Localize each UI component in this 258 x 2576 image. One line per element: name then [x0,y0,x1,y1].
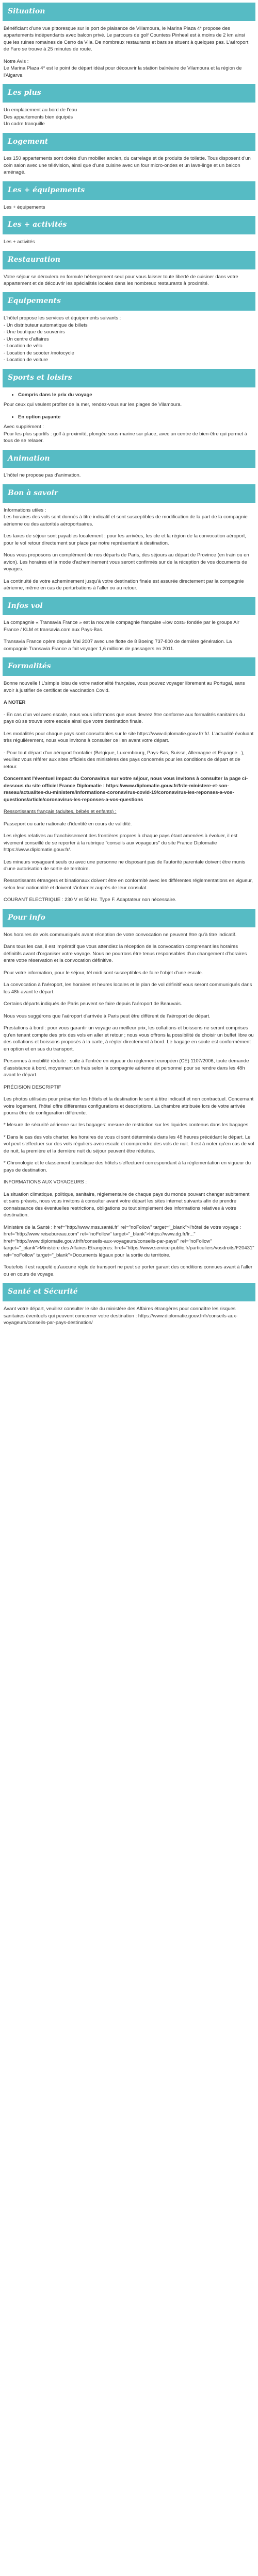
infos-vol-p2: Transavia France opère depuis Mai 2007 avec une flotte de 8 Boeing 737-800 de dernière génération. La compagnie Transavia France a fait voyager 1,6 millions de passagers en 2011. [4,639,232,652]
bon-savoir-p1: Les horaires des vols sont donnés à titre indicatif et sont susceptibles de modification de la part de la compagnie aérienne ou des autorités aéroportuaires. [4,514,248,527]
sports-body [3,392,255,445]
equipements-list [4,315,254,363]
sports-option-text [4,423,254,444]
equipements-intro: L'hôtel propose les services et équipements suivants : [4,315,121,321]
formalites-p4: Les modalités pour chaque pays sont consultables sur le site https://www.diplomatie.gouv.fr/ fr/. L'actualité évoluant très régulièrement, nous vous invitons à consulter ce lien avant votre départ. [4,731,254,744]
sports-compris-title: Compris dans le prix du voyage [18,392,92,398]
situation-paragraph: Bénéficiant d'une vue pittoresque sur le port de plaisance de Villamoura, le Marina Plaza 4* propose des appartements indépendants avec balcon privé. Le parcours de golf Countess Pinheal est à moins de 2 km ainsi que les ruines romaines de Cerro da Vila. De nombreux restaurants et bars se situent à quelques pas. L'aéroport de Faro se trouve à 25 minutes de route. [4,25,249,53]
formalites-p10: Les mineurs voyageant seuls ou avec une personne ne disposant pas de l'autorité parentale doivent être munis d'une autorisation de sortie de territoire. [4,859,246,872]
sports-list-option [4,414,254,420]
bon-savoir-info [4,507,254,528]
bon-savoir-p2: Les taxes de séjour sont payables localement : pour les arrivées, les cte et la région de la convocation aéroport, pour le vol retour directement sur place par notre représentant à destination. [4,533,246,546]
section-title-sports: Sports et loisirs [3,369,255,387]
pour-info-p5: Certains départs indiqués de Paris peuvent se faire depuis l'aéroport de Beauvais. [4,1001,182,1007]
section-title-equipements: Equipements [3,292,255,311]
animation-text: L'hôtel ne propose pas d'animation. [4,472,81,479]
pour-info-p7: Prestations à bord : pour vous garantir un voyage au meilleur prix, les collations et boissons ne seront comprises qu'en tenant compte des prix des vols en aller et retour ; nous vous offrons la possibilité de choisir un buffet libre ou des collations et boissons proposés à la carte, à régler directement à bord. Le bagage en soute est conformément en option et en sus du transport. [4,1025,254,1052]
pour-info-p10: Les photos utilisées pour présenter les hôtels et la destination le sont à titre indicatif et non contractuel. Concernant votre logement, l'hôtel offre différentes configurations et descriptions. La chambre attribuée lors de votre arrivée pourra être de configuration différente. [4,1096,254,1116]
situation-notre-avis [4,58,254,79]
formalites-p6: Concernant l'éventuel impact du Coronavirus sur votre séjour, nous vous invitons à consulter la page ci-dessous du site officiel France Diplomatie : https://www.diplomatie.gouv.fr/fr/le-ministere-et-son-reseau/actualites-du-ministere/informations-coronavirus-covid-19/coronavirus-les-reponses-a-vos-questions/article/coronavirus-les-reponses-a-vos-questions [4,776,248,803]
section-title-bon-savoir: Bon à savoir [3,484,255,503]
formalites-p11: Ressortissants étrangers et binationaux doivent être en conformité avec les différentes réglementations en vigueur, selon leur nationalité et doivent s'informer auprès de leur consulat. [4,878,253,891]
pour-info-p9: PRÉCISION DESCRIPTIF [4,1084,61,1090]
sports-item-option [18,414,254,420]
formalites-p1: Bonne nouvelle ! L'simple loisu de votre nationalité française, vous pouvez voyager librement au Portugal, sans avoir à justifier de certificat de vaccination Covid. [4,681,245,693]
equipements-item: - Une boutique de souvenirs [4,329,65,335]
sports-list [4,392,254,398]
pour-info-p1: Nos horaires de vols communiqués avant réception de votre convocation ne peuvent être qu'à titre indicatif. [4,931,237,938]
equipements-item: - Un distributeur automatique de billets [4,322,88,328]
bon-savoir-body [3,507,255,592]
plus-item: Un emplacement au bord de l'eau [4,107,77,113]
formalites-p7: Ressortissants français (adultes, bébés et enfants) : [4,809,117,815]
formalites-p5: - Pour tout départ d'un aéroport frontalier (Belgique, Luxembourg, Pays-Bas, Suisse, Allemagne et Espagne...), veuillez vous référer aux sites officiels des ministères des pays concernés pour les conditions de départ et de retour. [4,750,245,770]
plus-body [3,107,255,127]
pour-info-p8: Personnes à mobilité réduite : suite à l'entrée en vigueur du règlement européen (CE) 1107/2006, toute demande d'assistance à bord, moyennant un frais selon la compagnie aérienne et personnel pour se rendre dans les 48h avant le départ. [4,1058,249,1078]
plus-activites-body [3,239,255,245]
pour-info-p14: INFORMATIONS AUX VOYAGEURS : [4,1179,87,1185]
pour-info-p13: * Chronologie et le classement touristique des hôtels s'effectuent correspondant à la réglementation en vigueur du pays de destination. [4,1160,251,1173]
equipements-item: - Location de scooter /motocycle [4,350,74,356]
section-title-animation: Animation [3,450,255,468]
sports-option-title: En option payante [18,414,61,420]
section-title-logement: Logement [3,133,255,151]
restauration-body [3,274,255,287]
animation-body [3,472,255,479]
bon-savoir-p3: Nous vous proposons un complément de nos départs de Paris, des séjours au départ de Province (en train ou en avion). Les horaires et la mode d'acheminement vous seront confirmés sur de la réception de vos documents de voyages. [4,552,249,572]
infos-vol-p1: La compagnie « Transavia France » est la nouvelle compagnie française «low cost» fondée par le groupe Air France / KLM et transavia.com aux Pays-Bas. [4,620,239,633]
formalites-p9: Les règles relatives au franchissement des frontières propres à chaque pays étant amenées à évoluer, il est vivement conseillé de se reporter à la rubrique "conseils aux voyageurs" du site France Diplomatie https://www.diplomatie.gouv.fr/. [4,833,238,853]
logement-body [3,155,255,176]
formalites-p2: A NOTER [4,700,26,706]
pour-info-body [3,931,255,1278]
pour-info-p4: La convocation à l'aéroport, les horaires et heures locales et le plan de vol définitif vous seront communiqués dans les 48h avant le départ. [4,982,252,995]
situation-body [3,25,255,79]
sante-body [3,1306,255,1326]
pour-info-p12: * Dans le cas des vols charter, les horaires de vous ci sont déterminés dans les 48 heures précédant le départ. Le vol peut s'effectuer sur des vols réguliers avec escale et comprendre des vols de nuit. Il est à noter qu'en cas de vol de nuit, la première et la dernière nuit du séjour peuvent être réduites. [4,1134,254,1154]
pour-info-p17: Toutefois il est rappelé qu'aucune règle de transport ne peut se porter garant des conditions connues avant à l'aller ou en cours de voyage. [4,1264,253,1277]
section-title-infos-vol: Infos vol [3,597,255,616]
pour-info-p15: La situation climatique, politique, sanitaire, réglementaire de chaque pays du monde pouvant changer subitement et sans préavis, nous vous invitons à consulter avant votre départ les sites internet suivants afin de prendre connaissance des éventuelles restrictions, obligations ou tout simplement des informations relatives à votre destination. [4,1191,250,1218]
pour-info-p3: Pour votre information, pour le séjour, tél midi sont susceptibles de faire l'objet d'une escale. [4,970,203,976]
formalites-body [3,680,255,904]
section-title-plus-equipements: Les + équipements [3,181,255,200]
notre-avis-text: Le Marina Plaza 4* est le point de départ idéal pour découvrir la station balnéaire de Vilamoura et la région de l'Algarve. [4,65,242,78]
section-title-situation: Situation [3,3,255,21]
formalites-p8: Passeport ou carte nationale d'identité en cours de validité. [4,821,132,827]
pour-info-p16: Ministère de la Santé : href="http://www.mss.santé.fr" rel="noFollow" target="_blank">l'hôtel de votre voyage : href="http://www.reisebureau.com" rel="noFollow" target="_blank">https://www.dg.fr/fr..." href="http://www.diplomatie.gouv.fr/fr/conseils-aux-voyageurs/conseils-par-pays/" rel="noFollow" target="_blank">Ministère des Affaires Etrangères: href="https://www.service-public.fr/particuliers/vosdroits/F20431" rel="noFollow" target="_blank">Documents légaux pour la sortie du territoire. [4,1224,256,1258]
equipements-item: - Location de voiture [4,357,49,363]
sports-compris-text: Pour ceux qui veulent profiter de la mer, rendez-vous sur les plages de Vilamoura. [4,402,182,408]
infos-vol-body [3,619,255,652]
logement-paragraph: Les 150 appartements sont dotés d'un mobilier ancien, du carrelage et de produits de toilette. Tous disposent d'un coin salon avec une télévision, ainsi que d'une cuisine avec un four micro-ondes et un lave-linge et un balcon aménagé. [4,156,251,176]
bon-savoir-p4: La continuité de votre acheminement jusqu'à votre destination finale est assurée directement par la compagnie aérienne, même en cas de perturbations à l'aller ou au retour. [4,578,244,591]
plus-activites-text: Les + activités [4,239,35,245]
section-title-formalites: Formalités [3,657,255,676]
sante-p1: Avant votre départ, veuillez consulter le site du ministère des Affaires étrangères pour connaître les risques sanitaires éventuels qui peuvent concerner votre destination : https://www.diplomatie.gouv.fr/fr/conseils-aux-voyageurs/conseils-par-pays-destination/ [4,1306,238,1326]
formalites-p12: COURANT ELECTRIQUE : 230 V et 50 Hz. Type F. Adaptateur non nécessaire. [4,897,176,903]
formalites-p3: - En cas d'un vol avec escale, nous vous informons que vous devrez être conforme aux formalités sanitaires du pays où se trouve votre escale ainsi que votre destination finale. [4,711,245,725]
plus-equipements-text: Les + équipements [4,204,45,210]
section-title-pour-info: Pour info [3,909,255,927]
bon-savoir-label: Informations utiles : [4,507,46,513]
sports-option-label: Avec supplément : [4,424,44,430]
equipements-item: - Location de vélo [4,343,42,349]
restauration-paragraph: Votre séjour se déroulera en formule hébergement seul pour vous laisser toute liberté de cuisiner dans votre appartement et de découvrir les spécialités locales dans les nombreux restaurants à proximité. [4,274,238,286]
section-title-sante: Santé et Sécurité [3,1283,255,1301]
section-title-plus-activites: Les + activités [3,216,255,234]
pour-info-p2: Dans tous les cas, il est impératif que vous attendiez la réception de la convocation comprenant les horaires définitifs avant d'organiser votre voyage. Nous ne pourrons être tenus responsables d'un changement d'horaires entre votre réservation et la convocation définitive. [4,944,247,964]
plus-equipements-body [3,204,255,211]
plus-item: Un cadre tranquille [4,121,45,127]
equipements-body [3,315,255,363]
sports-item-compris [18,392,254,398]
notre-avis-label: Notre Avis : [4,58,29,64]
page [0,3,258,1327]
section-title-restauration: Restauration [3,251,255,269]
plus-list [4,107,254,127]
section-title-plus: Les plus [3,84,255,103]
sports-option-desc: Pour les plus sportifs : golf à proximité, plongée sous-marine sur place, avec un centre de bien-être qui permet à tous de se relaxer. [4,431,248,444]
pour-info-p6: Nous vous suggérons que l'aéroport d'arrivée à Paris peut être différent de l'aéroport de départ. [4,1013,211,1019]
pour-info-p11: * Mesure de sécurité aérienne sur les bagages: mesure de restriction sur les liquides contenus dans les bagages [4,1122,249,1128]
plus-item: Des appartements bien équipés [4,114,73,120]
equipements-item: - Un centre d'affaires [4,336,49,342]
